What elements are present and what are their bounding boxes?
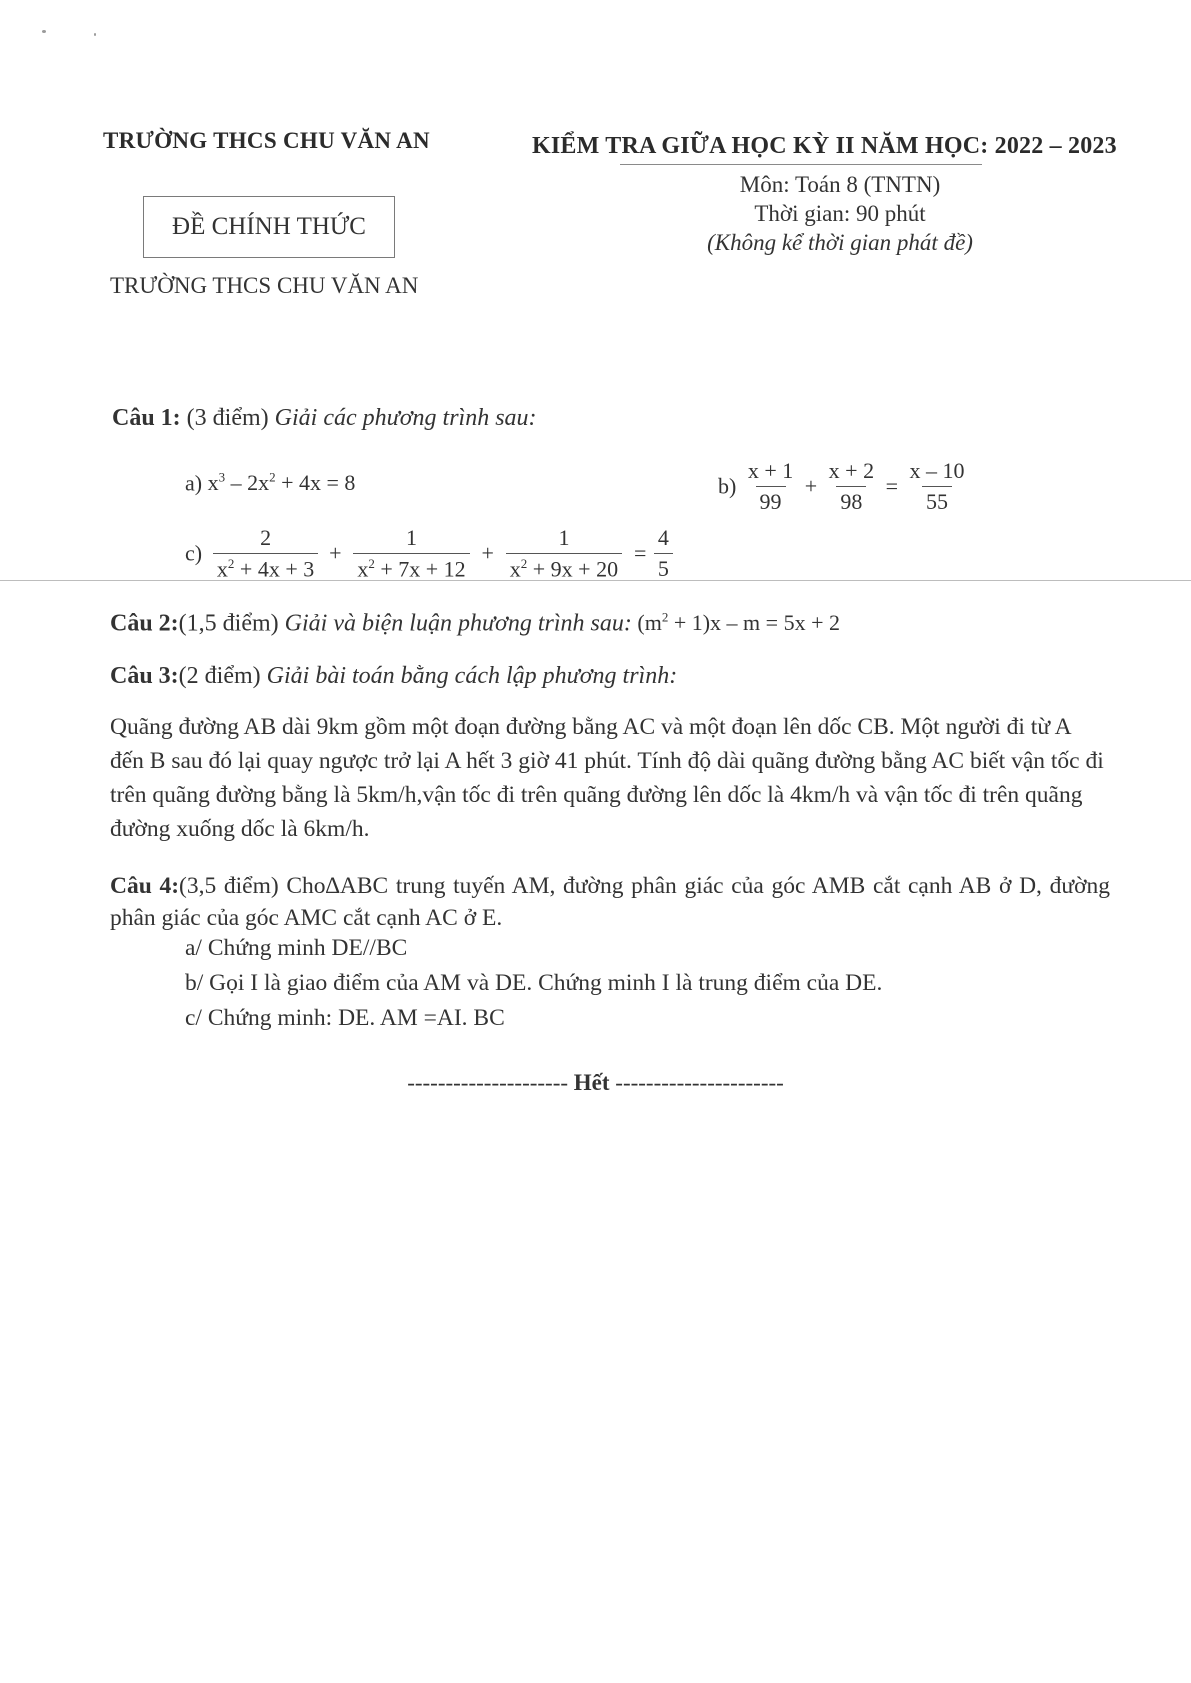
numerator: 1 [558, 525, 570, 550]
q4-item-b: b/ Gọi I là giao điểm của AM và DE. Chứng minh I là trung điểm của DE. [185, 970, 883, 996]
q2-instruction: Giải và biện luận phương trình sau: [284, 610, 632, 637]
scan-speck [42, 30, 46, 33]
q2-equation [632, 610, 840, 635]
denominator: 98 [836, 486, 866, 515]
den-text: + 9x + 20 [527, 556, 619, 582]
eq-text: x [207, 470, 219, 496]
exponent: 2 [227, 556, 235, 571]
exam-title: KIỂM TRA GIỮA HỌC KỲ II NĂM HỌC: 2022 – 2023 [532, 133, 1117, 159]
denominator [353, 553, 469, 582]
denominator: 55 [922, 486, 952, 515]
q4-item-c: c/ Chứng minh: DE. AM =AI. BC [185, 1005, 505, 1031]
end-word: Hết [573, 1070, 610, 1095]
fraction [906, 458, 969, 515]
numerator: 1 [406, 525, 418, 550]
q1-label: Câu 1: [112, 405, 181, 431]
q4-label: Câu 4: [110, 873, 180, 899]
numerator: x + 2 [828, 458, 875, 483]
exam-info [640, 170, 1040, 257]
school-name-bold: TRƯỜNG THCS CHU VĂN AN [103, 128, 430, 153]
q1-points: (3 điểm) [186, 405, 269, 431]
q1-part-a [185, 470, 355, 496]
q2-label: Câu 2: [110, 610, 179, 637]
denominator: 99 [756, 486, 786, 515]
q3-body: Quãng đường AB dài 9km gồm một đoạn đường bằng AC và một đoạn lên dốc CB. Một người đi từ A đến B sau đó lại quay ngược trở lại A hết 3 giờ 41 phút. Tính độ dài quãng đường bằng AC biết vận tốc đi trên quãng đường bằng là 5km/h,vận tốc đi trên quãng đường lên dốc là 4km/h và vận tốc đi trên quãng đường xuống dốc là 6km/h. [110, 714, 1104, 842]
fraction [825, 458, 878, 515]
q4-text: (3,5 điểm) Cho∆ABC trung tuyến AM, đường phân giác của góc AMB cắt cạnh AB ở D, đường phân giác của góc AMC cắt cạnh AC ở E. [110, 873, 1110, 931]
q4-body [110, 870, 1110, 934]
school-name-plain: TRƯỜNG THCS CHU VĂN AN [110, 273, 419, 298]
numerator: x – 10 [909, 458, 965, 483]
numerator: 2 [260, 525, 272, 550]
time-line: Thời gian: 90 phút [754, 201, 926, 226]
scan-speck [94, 33, 96, 36]
denominator [506, 553, 622, 582]
exam-title-underline [620, 164, 982, 165]
eq-text: + 4x = 8 [275, 470, 356, 496]
eq-text: – 2x [225, 470, 270, 496]
plus-sign: + [481, 540, 494, 566]
numerator: 4 [657, 525, 669, 551]
q1-a-eq [208, 470, 356, 495]
q1-c-label: c) [185, 540, 203, 566]
exponent: 2 [368, 556, 375, 571]
q3-label: Câu 3: [110, 663, 179, 689]
exponent: 2 [269, 470, 276, 485]
plus-sign: + [804, 473, 818, 499]
q1-part-b [718, 458, 971, 515]
end-dashes-right: ---------------------- [615, 1070, 784, 1095]
official-exam-box [143, 196, 395, 258]
fraction [210, 525, 322, 582]
fraction [501, 525, 626, 582]
fraction [744, 458, 797, 515]
time-note: (Không kể thời gian phát đề) [707, 230, 973, 255]
equals-sign: = [885, 473, 899, 499]
q3-instruction: Giải bài toán bằng cách lập phương trình: [266, 663, 678, 689]
official-label: ĐỀ CHÍNH THỨC [172, 213, 366, 240]
eq-text: + 1)x – m = 5x + 2 [668, 610, 840, 636]
exponent: 2 [661, 610, 669, 625]
fraction [349, 525, 474, 582]
equals-sign: = [633, 540, 647, 566]
q3-points: (2 điểm) [178, 663, 261, 689]
end-dashes-left: --------------------- [407, 1070, 569, 1095]
exponent: 2 [520, 556, 528, 571]
den-text: + 7x + 12 [374, 556, 466, 582]
q1-instruction: Giải các phương trình sau: [274, 405, 537, 431]
q2-heading [110, 610, 840, 637]
denominator [213, 553, 318, 582]
den-text: x [357, 556, 369, 582]
plus-sign: + [329, 540, 342, 566]
q2-points: (1,5 điểm) [178, 610, 279, 637]
q3-heading [110, 663, 677, 690]
q1-heading [112, 405, 537, 432]
q1-b-label: b) [718, 473, 737, 499]
q1-a-label: a) [185, 470, 203, 496]
denominator: 5 [654, 553, 673, 582]
q1-part-c [185, 525, 675, 582]
end-marker [0, 1070, 1191, 1096]
fraction [654, 525, 673, 582]
den-text: x [509, 556, 521, 582]
subject-line: Môn: Toán 8 (TNTN) [739, 172, 941, 197]
eq-text: (m [631, 610, 662, 636]
den-text: x [216, 556, 228, 582]
exponent: 3 [218, 470, 226, 485]
den-text: + 4x + 3 [234, 556, 315, 582]
q4-item-a: a/ Chứng minh DE//BC [185, 935, 408, 961]
numerator: x + 1 [747, 458, 794, 483]
